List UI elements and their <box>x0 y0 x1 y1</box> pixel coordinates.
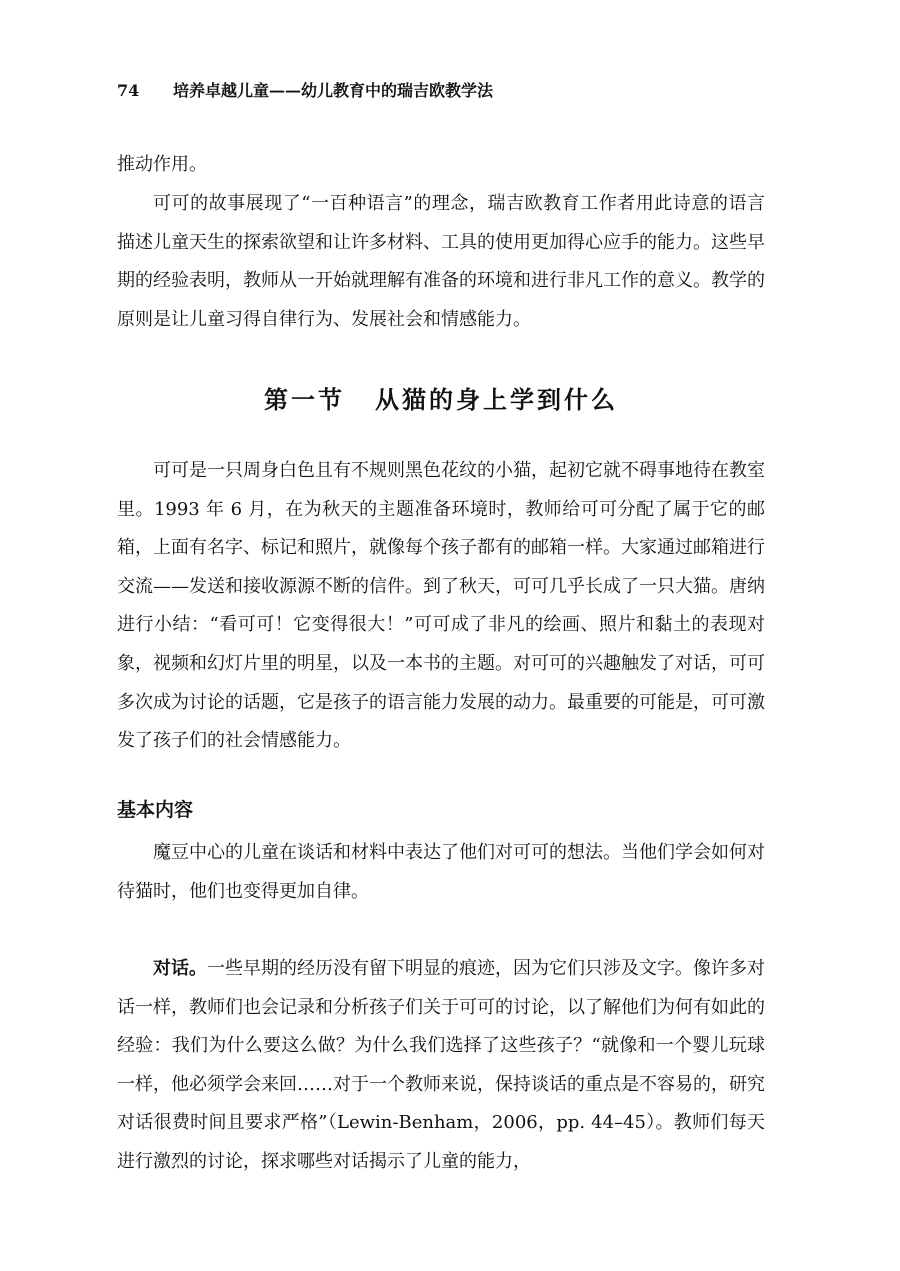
paragraph-basic-content: 魔豆中心的儿童在谈话和材料中表达了他们对可可的想法。当他们学会如何对待猫时，他们也变得更加自律。 <box>117 842 765 902</box>
paragraph-hundred-languages: 可可的故事展现了“一百种语言”的理念，瑞吉欧教育工作者用此诗意的语言描述儿童天生的探索欲望和让许多材料、工具的使用更加得心应手的能力。这些早期的经验表明，教师从一开始就理解有准备的环境和进行非凡工作的意义。教学的原则是让儿童习得自律行为、发展社会和情感能力。 <box>117 193 765 330</box>
section-title: 从猫的身上学到什么 <box>375 386 618 414</box>
paragraph-lead-term: 对话。 <box>153 958 207 979</box>
paragraph-coco-story: 可可是一只周身白色且有不规则黑色花纹的小猫，起初它就不碍事地待在教室里。1993 年 6 月，在为秋天的主题准备环境时，教师给可可分配了属于它的邮箱，上面有名字、标记和照片，就像每个孩子都有的邮箱一样。大家通过邮箱进行交流——发送和接收源源不断的信件。到了秋天，可可几乎长成了一只大猫。唐纳进行小结：“看可可！它变得很大！”可可成了非凡的绘画、照片和黏土的表现对象，视频和幻灯片里的明星，以及一本书的主题。对可可的兴趣触发了对话，可可多次成为讨论的话题，它是孩子的语言能力发展的动力。最重要的可能是，可可激发了孩子们的社会情感能力。 <box>117 460 765 752</box>
subheading-basic-content: 基本内容 <box>117 799 194 821</box>
paragraph-dialogue-text: 一些早期的经历没有留下明显的痕迹，因为它们只涉及文字。像许多对话一样，教师们也会记录和分析孩子们关于可可的讨论，以了解他们为何有如此的经验：我们为什么要这么做？为什么我们选择了这些孩子？“就像和一个婴儿玩球一样，他必须学会来回……对于一个教师来说，保持谈话的重点是不容易的，研究对话很费时间且要求严格”（Lewin-Benham，2006，pp. 44–45）。教师们每天进行激烈的讨论，探求哪些对话揭示了儿童的能力， <box>117 958 765 1172</box>
section-number: 第一节 <box>264 386 345 414</box>
running-header <box>117 80 493 102</box>
page-number: 74 <box>117 81 140 100</box>
paragraph-dialogue <box>117 950 765 1182</box>
paragraph-continuation: 推动作用。 <box>117 154 207 175</box>
book-title: 培养卓越儿童——幼儿教育中的瑞吉欧教学法 <box>173 81 494 100</box>
section-heading <box>117 380 765 420</box>
